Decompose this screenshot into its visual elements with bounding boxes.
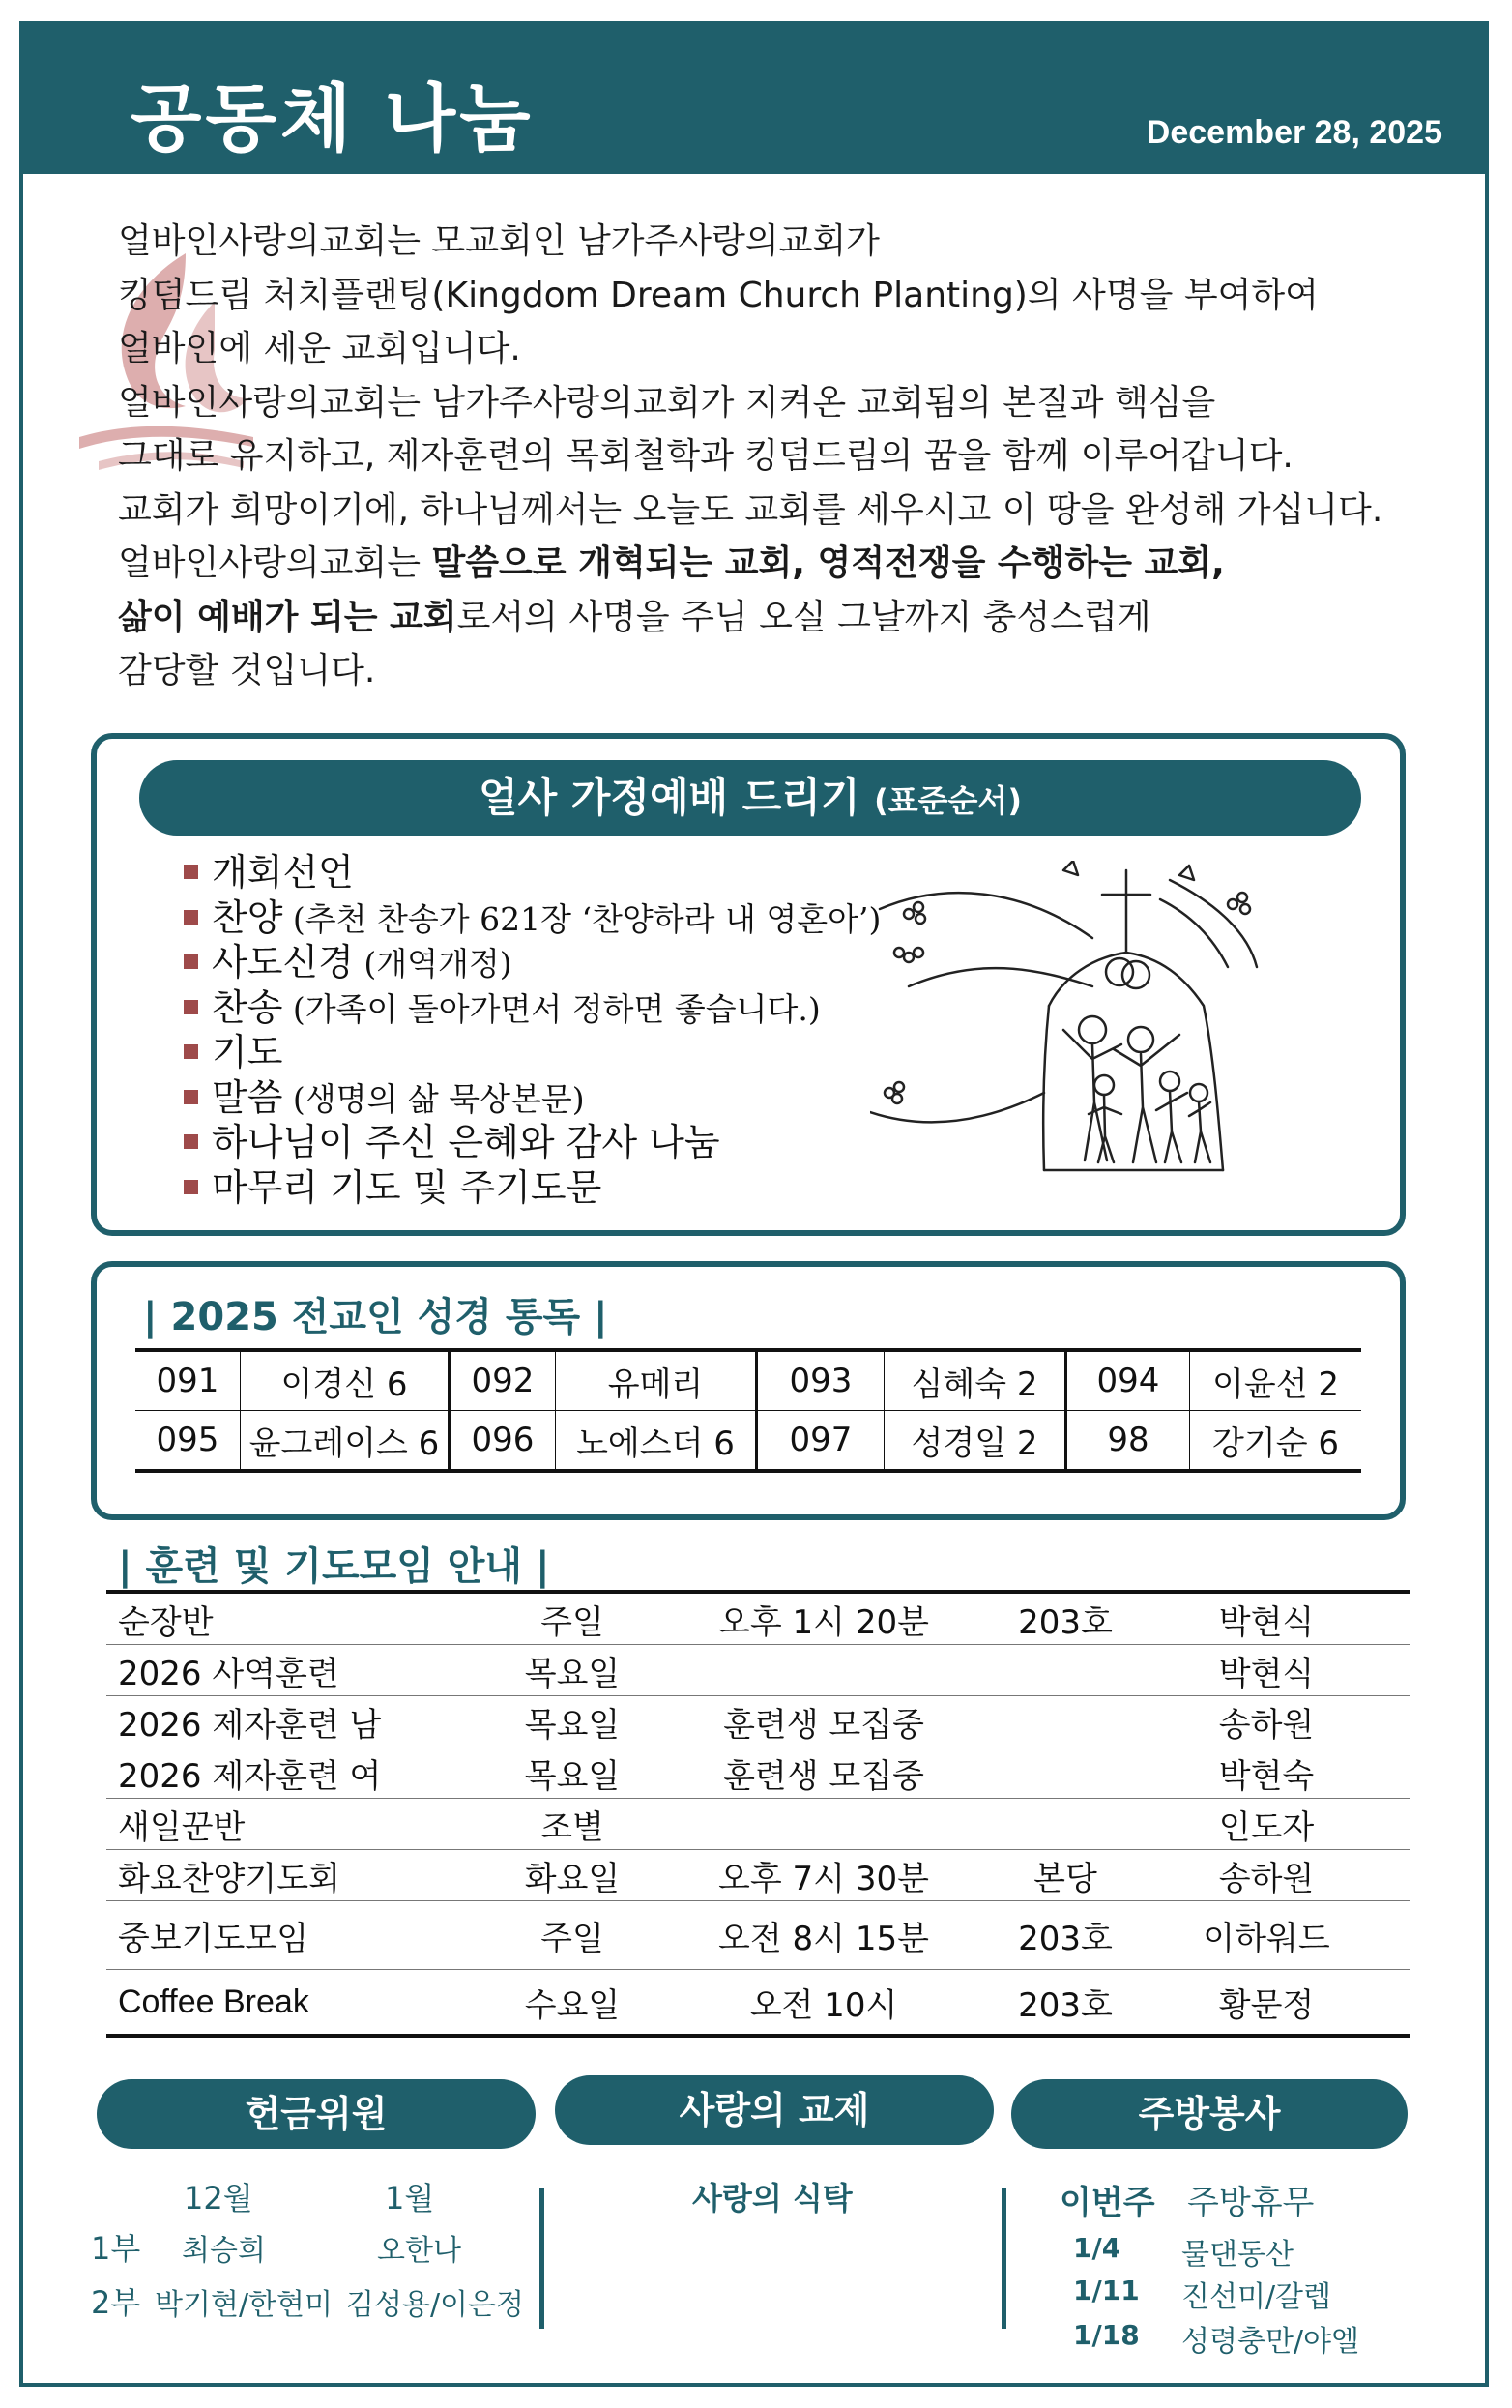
worship-title-text: 얼사 가정예배 드리기 <box>479 774 860 821</box>
worship-item-label: 찬양 <box>212 896 283 939</box>
training-time <box>640 1645 1007 1696</box>
page-title: 공동체 나눔 <box>131 75 535 162</box>
table-row <box>106 1592 1410 1645</box>
intro-text-span: 얼바인사랑의교회는 <box>118 543 432 583</box>
training-leader: 송하원 <box>1123 1850 1410 1901</box>
intro-line: 그대로 유지하고, 제자훈련의 목회철학과 킹덤드림의 꿈을 함께 이루어갑니다. <box>118 436 1294 476</box>
training-time: 훈련생 모집중 <box>640 1747 1007 1799</box>
training-room: 203호 <box>1007 1592 1123 1645</box>
intro-emphasis: 삶이 예배가 되는 교회 <box>118 597 457 637</box>
reading-name: 심혜숙 2 <box>885 1350 1066 1411</box>
reading-number: 093 <box>757 1350 885 1411</box>
training-room <box>1007 1799 1123 1850</box>
offering-month-1: 12월 <box>184 2180 253 2217</box>
intro-line: 얼바인사랑의교회는 모교회인 남가주사랑의교회가 <box>118 221 880 261</box>
training-name: 새일꾼반 <box>106 1799 505 1850</box>
reading-number: 096 <box>450 1411 556 1472</box>
training-day: 수요일 <box>505 1970 640 2037</box>
training-day: 목요일 <box>505 1747 640 1799</box>
kitchen-this-week-value: 주방휴무 <box>1187 2184 1315 2222</box>
training-room <box>1007 1696 1123 1747</box>
family-church-illustration <box>870 861 1315 1189</box>
training-day: 화요일 <box>505 1850 640 1901</box>
training-time: 오전 10시 <box>640 1970 1007 2037</box>
reading-name: 유메리 <box>556 1350 757 1411</box>
worship-item-label: 사도신경 <box>212 941 354 984</box>
kitchen-title: 주방봉사 <box>1011 2079 1408 2149</box>
worship-item <box>184 851 881 896</box>
reading-number: 98 <box>1066 1411 1190 1472</box>
intro-text <box>118 215 1423 698</box>
training-room: 203호 <box>1007 1901 1123 1970</box>
worship-item-note: (가족이 돌아가면서 정하면 좋습니다.) <box>282 989 821 1028</box>
intro-line: 교회가 희망이기에, 하나님께서는 오늘도 교회를 세우시고 이 땅을 완성해 가십니다. <box>118 489 1383 530</box>
training-time: 훈련생 모집중 <box>640 1696 1007 1747</box>
training-day: 목요일 <box>505 1696 640 1747</box>
kitchen-team: 진선미/갈렙 <box>1181 2280 1332 2314</box>
worship-subtitle-text: (표준순서) <box>874 782 1022 819</box>
worship-item-label: 하나님이 주신 은혜와 감사 나눔 <box>212 1121 720 1163</box>
worship-item-note: (추천 찬송가 621장 ‘찬양하라 내 영혼아’) <box>282 899 882 938</box>
table-row <box>106 1850 1410 1901</box>
offering-row1-b: 오한나 <box>377 2234 461 2268</box>
reading-number: 094 <box>1066 1350 1190 1411</box>
header-bar <box>19 21 1489 174</box>
family-worship-title <box>139 760 1361 836</box>
training-time: 오후 7시 30분 <box>640 1850 1007 1901</box>
table-row <box>106 1696 1410 1747</box>
training-leader: 이하워드 <box>1123 1901 1410 1970</box>
training-name: 순장반 <box>106 1592 505 1645</box>
intro-text-span: 로서의 사명을 주님 오실 그날까지 충성스럽게 <box>456 597 1151 637</box>
reading-name: 노에스더 6 <box>556 1411 757 1472</box>
kitchen-this-week-label: 이번주 <box>1060 2184 1155 2222</box>
training-name: Coffee Break <box>106 1970 505 2037</box>
training-leader: 송하원 <box>1123 1696 1410 1747</box>
intro-line <box>118 591 1423 645</box>
worship-item <box>184 941 881 986</box>
table-row <box>135 1350 1361 1411</box>
reading-name: 이경신 6 <box>241 1350 450 1411</box>
reading-number: 095 <box>135 1411 241 1472</box>
worship-item <box>184 1121 881 1166</box>
intro-line <box>118 537 1423 591</box>
intro-line: 감당할 것입니다. <box>118 651 376 690</box>
fellowship-item: 사랑의 식탁 <box>692 2180 853 2217</box>
reading-name: 윤그레이스 6 <box>241 1411 450 1472</box>
training-day: 조별 <box>505 1799 640 1850</box>
worship-item-label: 찬송 <box>212 985 283 1029</box>
kitchen-team: 물댄동산 <box>1181 2238 1294 2272</box>
worship-item-note: (생명의 삶 묵상본문) <box>282 1079 585 1118</box>
training-room <box>1007 1645 1123 1696</box>
training-time <box>640 1799 1007 1850</box>
intro-emphasis: 말씀으로 개혁되는 교회, 영적전쟁을 수행하는 교회, <box>431 543 1225 583</box>
divider-line <box>539 2188 544 2329</box>
divider-line <box>1002 2188 1006 2329</box>
worship-order-list <box>184 851 881 1211</box>
kitchen-date: 1/4 <box>1073 2232 1121 2264</box>
training-day: 주일 <box>505 1901 640 1970</box>
kitchen-date: 1/11 <box>1073 2275 1140 2306</box>
reading-name: 성경일 2 <box>885 1411 1066 1472</box>
reading-number: 091 <box>135 1350 241 1411</box>
training-name: 2026 제자훈련 여 <box>106 1747 505 1799</box>
kitchen-date: 1/18 <box>1073 2319 1140 2351</box>
worship-item-label: 개회선언 <box>212 851 354 894</box>
worship-item <box>184 1076 881 1122</box>
worship-item-label: 말씀 <box>212 1075 283 1119</box>
reading-name: 강기순 6 <box>1190 1411 1362 1472</box>
training-leader: 박현식 <box>1123 1645 1410 1696</box>
intro-line: 얼바인에 세운 교회입니다. <box>118 329 521 368</box>
kitchen-team: 성령충만/야엘 <box>1181 2325 1359 2359</box>
training-name: 중보기도모임 <box>106 1901 505 1970</box>
training-room <box>1007 1747 1123 1799</box>
training-room: 본당 <box>1007 1850 1123 1901</box>
training-leader: 인도자 <box>1123 1799 1410 1850</box>
training-name: 2026 제자훈련 남 <box>106 1696 505 1747</box>
training-leader: 박현숙 <box>1123 1747 1410 1799</box>
training-time: 오후 1시 20분 <box>640 1592 1007 1645</box>
table-row <box>106 1970 1410 2037</box>
table-row <box>106 1645 1410 1696</box>
bible-reading-table <box>135 1348 1361 1473</box>
training-day: 주일 <box>505 1592 640 1645</box>
bulletin-date: December 28, 2025 <box>1146 114 1442 151</box>
training-leader: 황문정 <box>1123 1970 1410 2037</box>
worship-item-label: 마무리 기도 및 주기도문 <box>212 1165 602 1209</box>
fellowship-title: 사랑의 교제 <box>555 2075 994 2145</box>
reading-name: 이윤선 2 <box>1190 1350 1362 1411</box>
offering-row2-b: 김성용/이은정 <box>346 2288 524 2322</box>
worship-item <box>184 986 881 1032</box>
intro-line: 킹덤드림 처치플랜팅(Kingdom Dream Church Planting)의 사명을 부여하여 <box>118 275 1319 315</box>
table-row <box>106 1799 1410 1850</box>
offering-month-2: 1월 <box>385 2180 435 2217</box>
training-day: 목요일 <box>505 1645 640 1696</box>
offering-row2-label: 2부 <box>91 2284 141 2321</box>
training-name: 화요찬양기도회 <box>106 1850 505 1901</box>
bible-reading-title: | 2025 전교인 성경 통독 | <box>143 1295 608 1339</box>
table-row <box>106 1747 1410 1799</box>
offering-row1-a: 최승희 <box>182 2234 266 2268</box>
offering-row1-label: 1부 <box>91 2230 141 2267</box>
training-room: 203호 <box>1007 1970 1123 2037</box>
worship-item-label: 기도 <box>212 1031 283 1073</box>
training-title: | 훈련 및 기도모임 안내 | <box>118 1544 550 1589</box>
offering-title: 헌금위원 <box>97 2079 536 2149</box>
table-row <box>135 1411 1361 1472</box>
worship-item <box>184 1031 881 1076</box>
worship-item <box>184 896 881 942</box>
intro-line: 얼바인사랑의교회는 남가주사랑의교회가 지켜온 교회됨의 본질과 핵심을 <box>118 382 1216 423</box>
training-time: 오전 8시 15분 <box>640 1901 1007 1970</box>
training-leader: 박현식 <box>1123 1592 1410 1645</box>
training-table <box>106 1590 1410 2038</box>
worship-item <box>184 1166 881 1212</box>
table-row <box>106 1901 1410 1970</box>
reading-number: 097 <box>757 1411 885 1472</box>
offering-row2-a: 박기현/한현미 <box>155 2288 333 2322</box>
training-name: 2026 사역훈련 <box>106 1645 505 1696</box>
reading-number: 092 <box>450 1350 556 1411</box>
worship-item-note: (개역개정) <box>353 945 512 983</box>
